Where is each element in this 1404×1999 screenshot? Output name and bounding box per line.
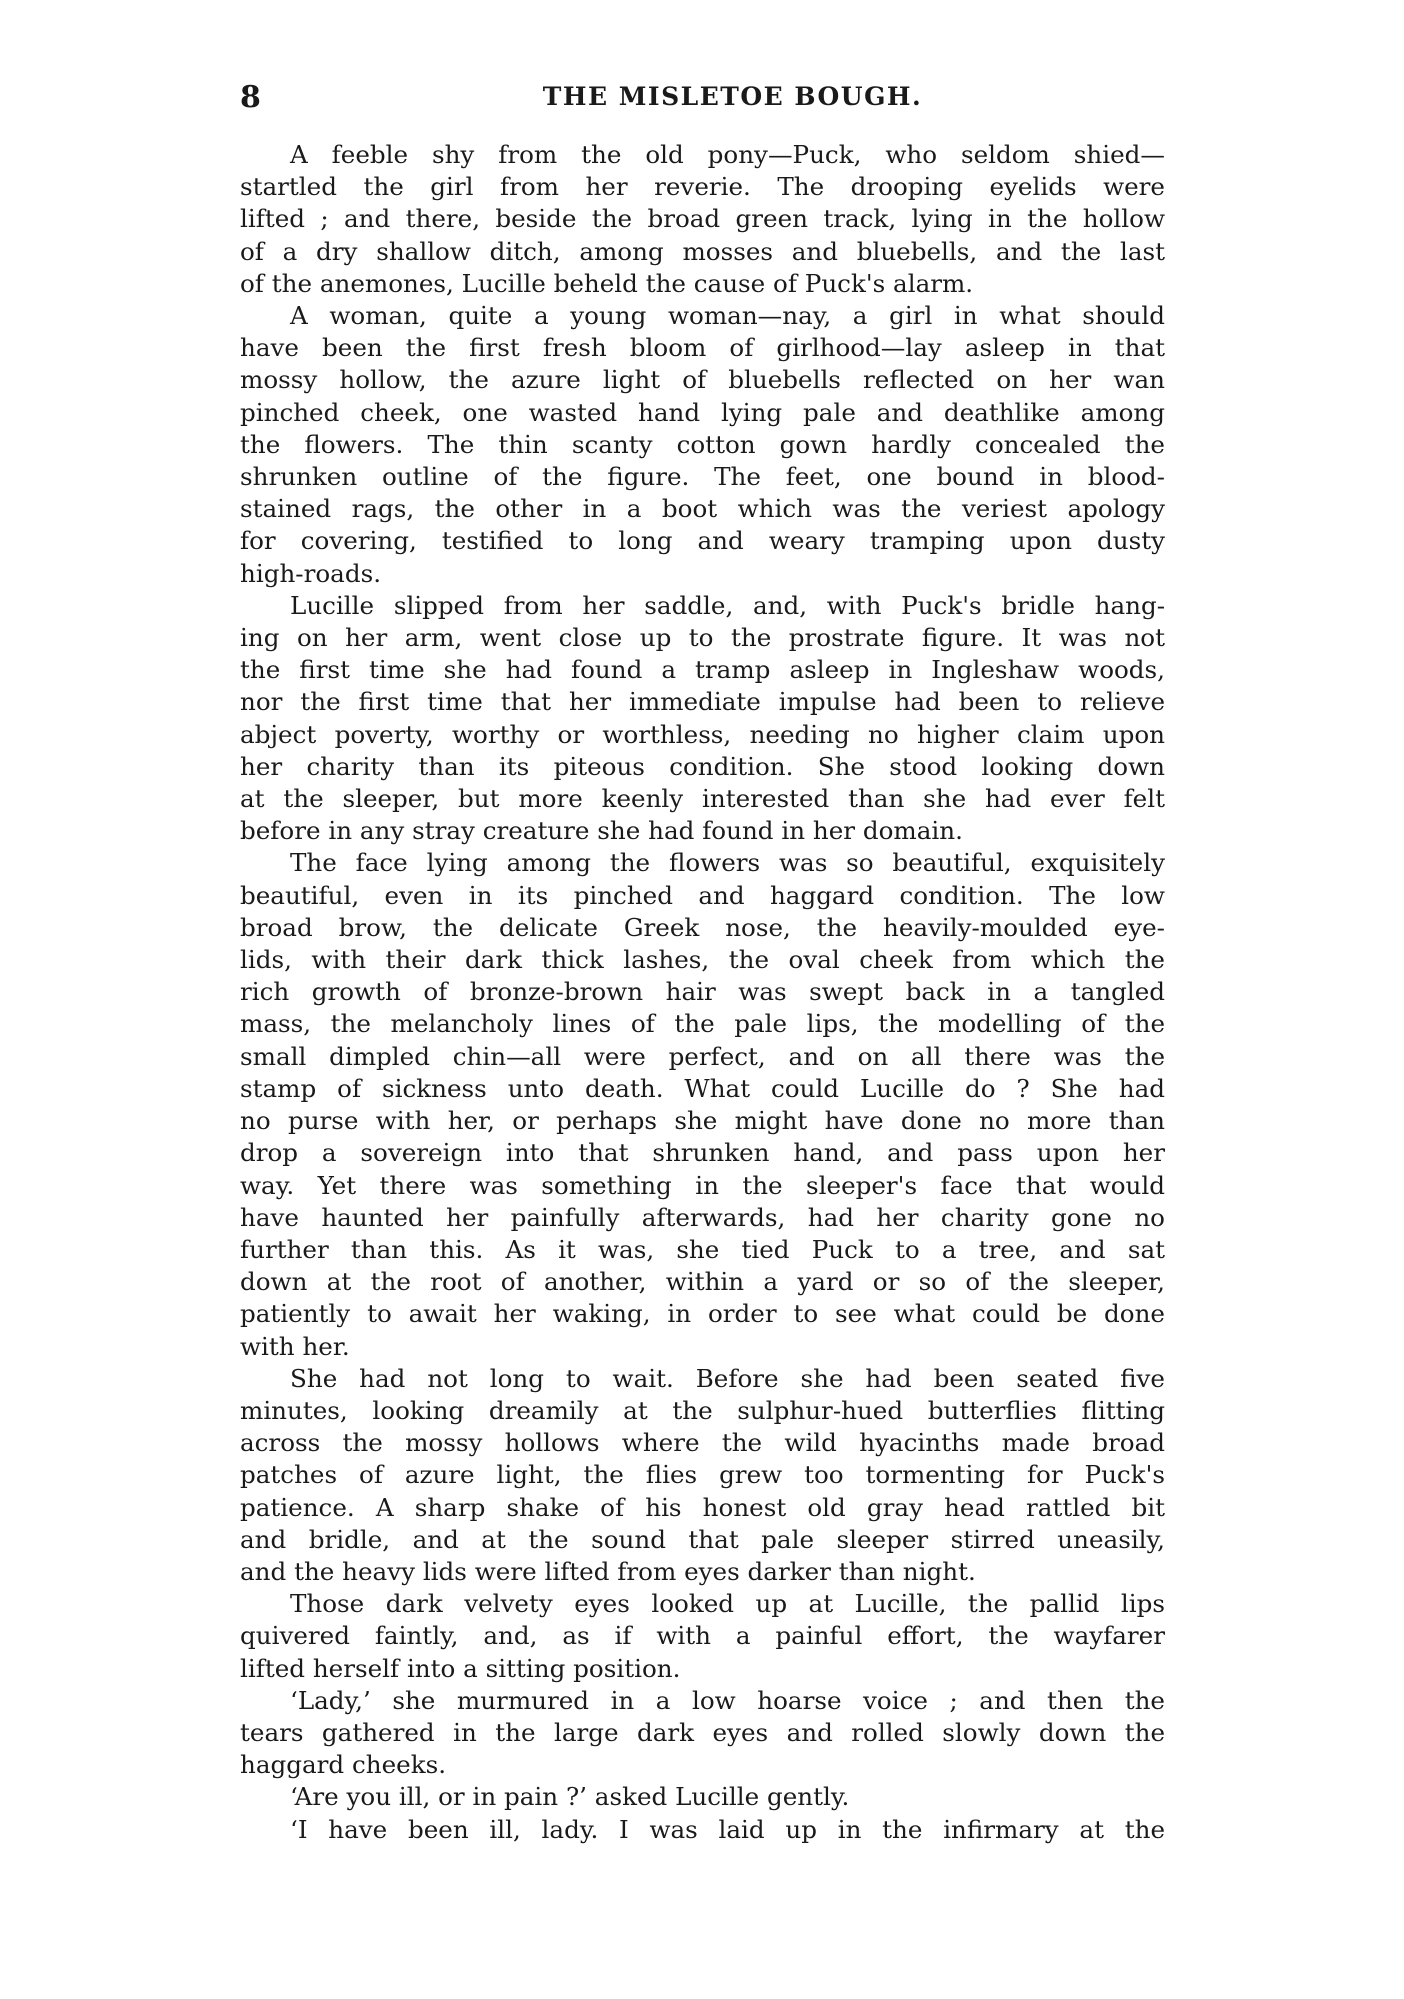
- text-line: The face lying among the flowers was so beautiful, exquisitely: [290, 848, 1165, 878]
- text-line: A woman, quite a young woman—nay, a girl in what should: [290, 301, 1165, 331]
- text-line: stained rags, the other in a boot which was the veriest apology: [240, 494, 1165, 524]
- text-line: beautiful, even in its pinched and haggard condition. The low: [240, 880, 1165, 910]
- text-line: ‘Are you ill, or in pain ?’ asked Lucille gently.: [290, 1782, 850, 1812]
- paragraph: [240, 139, 1165, 300]
- running-title: THE MISLETOE BOUGH.: [542, 82, 923, 111]
- text-line: patches of azure light, the flies grew too tormenting for Puck's: [240, 1460, 1165, 1490]
- text-line: lids, with their dark thick lashes, the oval cheek from which the: [240, 945, 1165, 975]
- text-line: haggard cheeks.: [240, 1750, 447, 1780]
- text-line: ‘Lady,’ she murmured in a low hoarse voice ; and then the: [290, 1685, 1165, 1715]
- text-line: She had not long to wait. Before she had been seated five: [290, 1363, 1165, 1393]
- text-line: across the mossy hollows where the wild hyacinths made broad: [240, 1428, 1165, 1458]
- text-line: patience. A sharp shake of his honest old gray head rattled bit: [240, 1492, 1165, 1522]
- text-line: A feeble shy from the old pony—Puck, who seldom shied—: [290, 140, 1165, 169]
- text-line: Those dark velvety eyes looked up at Lucille, the pallid lips: [290, 1589, 1165, 1619]
- paragraph: [240, 1781, 1165, 1813]
- body-text: [240, 139, 1165, 1846]
- paragraph: [240, 1588, 1165, 1685]
- text-line: minutes, looking dreamily at the sulphur-hued butterflies flitting: [240, 1395, 1165, 1425]
- text-line: of the anemones, Lucille beheld the cause of Puck's alarm.: [240, 268, 974, 298]
- text-line: and the heavy lids were lifted from eyes darker than night.: [240, 1556, 976, 1586]
- paragraph: [240, 300, 1165, 590]
- text-line: nor the first time that her immediate impulse had been to relieve: [240, 687, 1165, 717]
- text-line: down at the root of another, within a yard or so of the sleeper,: [240, 1267, 1165, 1297]
- paragraph: [240, 1814, 1165, 1846]
- text-line: at the sleeper, but more keenly interested than she had ever felt: [240, 784, 1165, 814]
- text-line: pinched cheek, one wasted hand lying pale and deathlike among: [240, 397, 1165, 427]
- text-line: mass, the melancholy lines of the pale lips, the modelling of the: [240, 1009, 1165, 1039]
- text-line: Lucille slipped from her saddle, and, with Puck's bridle hang-: [290, 590, 1165, 620]
- paragraph: [240, 847, 1165, 1362]
- text-line: rich growth of bronze-brown hair was swept back in a tangled: [240, 977, 1165, 1007]
- page-number: 8: [240, 80, 262, 115]
- text-line: ‘I have been ill, lady. I was laid up in the infirmary at the: [290, 1814, 1165, 1844]
- text-line: lifted herself into a sitting position.: [240, 1653, 681, 1683]
- text-line: drop a sovereign into that shrunken hand, and pass upon her: [240, 1138, 1165, 1168]
- text-line: her charity than its piteous condition. She stood looking down: [240, 751, 1165, 781]
- text-line: before in any stray creature she had found in her domain.: [240, 816, 963, 846]
- text-line: mossy hollow, the azure light of bluebells reflected on her wan: [240, 365, 1165, 395]
- text-line: further than this. As it was, she tied Puck to a tree, and sat: [240, 1234, 1165, 1264]
- text-line: of a dry shallow ditch, among mosses and bluebells, and the last: [240, 236, 1165, 266]
- text-line: way. Yet there was something in the sleeper's face that would: [240, 1170, 1165, 1200]
- paragraph: [240, 1685, 1165, 1782]
- text-line: have haunted her painfully afterwards, had her charity gone no: [240, 1202, 1165, 1232]
- text-line: lifted ; and there, beside the broad green track, lying in the hollow: [240, 204, 1165, 234]
- text-line: shrunken outline of the figure. The feet, one bound in blood-: [240, 462, 1165, 492]
- text-line: tears gathered in the large dark eyes and rolled slowly down the: [240, 1717, 1165, 1747]
- paragraph: [240, 1363, 1165, 1588]
- text-line: high-roads.: [240, 558, 382, 588]
- text-line: abject poverty, worthy or worthless, needing no higher claim upon: [240, 719, 1165, 749]
- text-line: small dimpled chin—all were perfect, and on all there was the: [240, 1041, 1165, 1071]
- text-line: stamp of sickness unto death. What could Lucille do ? She had: [240, 1073, 1165, 1103]
- text-line: ing on her arm, went close up to the prostrate figure. It was not: [240, 623, 1165, 653]
- text-line: patiently to await her waking, in order to see what could be done: [240, 1299, 1165, 1329]
- text-line: no purse with her, or perhaps she might have done no more than: [240, 1106, 1165, 1136]
- running-head: [240, 80, 1165, 120]
- paragraph: [240, 590, 1165, 848]
- text-line: the first time she had found a tramp asleep in Ingleshaw woods,: [240, 655, 1165, 685]
- text-line: the flowers. The thin scanty cotton gown hardly concealed the: [240, 429, 1165, 459]
- text-line: startled the girl from her reverie. The drooping eyelids were: [240, 172, 1165, 202]
- text-line: with her.: [240, 1331, 350, 1361]
- text-line: for covering, testified to long and weary tramping upon dusty: [240, 526, 1165, 556]
- text-line: quivered faintly, and, as if with a painful effort, the wayfarer: [240, 1621, 1165, 1651]
- text-line: have been the first fresh bloom of girlhood—lay asleep in that: [240, 333, 1165, 363]
- text-line: broad brow, the delicate Greek nose, the heavily-moulded eye-: [240, 912, 1165, 942]
- text-line: and bridle, and at the sound that pale sleeper stirred uneasily,: [240, 1524, 1165, 1554]
